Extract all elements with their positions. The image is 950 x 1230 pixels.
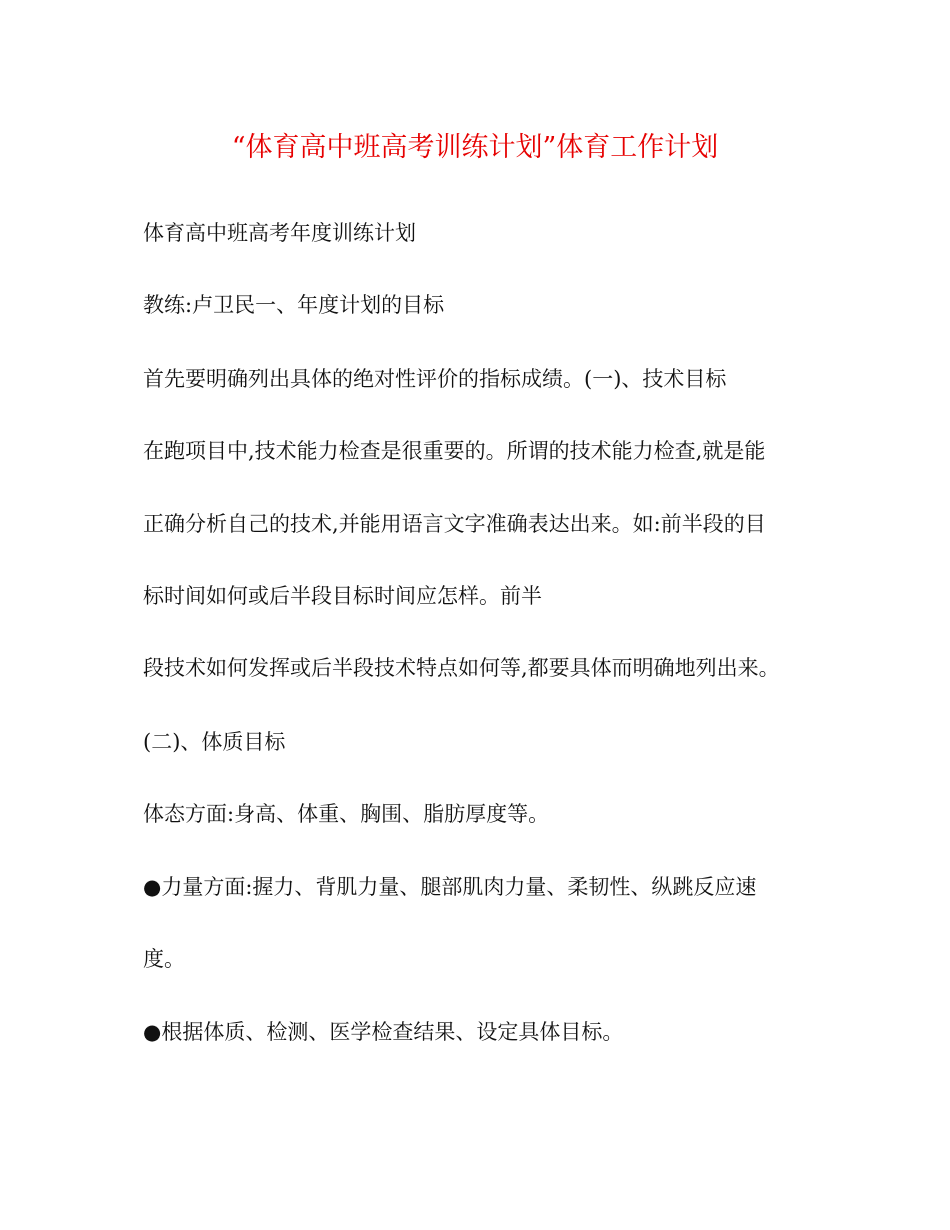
document-title: “体育高中班高考训练计划”体育工作计划 (231, 132, 719, 163)
paragraph-line-7: 段技术如何发挥或后半段技术特点如何等,都要具体而明确地列出来。 (143, 656, 780, 680)
paragraph-line-3: 首先要明确列出具体的绝对性评价的指标成绩。(一)、技术目标 (143, 367, 727, 391)
paragraph-line-1: 体育高中班高考年度训练计划 (143, 221, 416, 245)
paragraph-line-2: 教练:卢卫民一、年度计划的目标 (143, 293, 445, 317)
paragraph-line-6: 标时间如何或后半段目标时间应怎样。前半 (143, 584, 542, 608)
paragraph-line-8: (二)、体质目标 (143, 730, 286, 754)
paragraph-line-9: 体态方面:身高、体重、胸围、脂肪厚度等。 (143, 802, 550, 826)
paragraph-line-12: ●根据体质、检测、医学检查结果、设定具体目标。 (143, 1020, 624, 1044)
paragraph-line-4: 在跑项目中,技术能力检查是很重要的。所谓的技术能力检查,就是能 (143, 439, 766, 463)
paragraph-line-11: 度。 (143, 947, 185, 971)
paragraph-line-10: ●力量方面:握力、背肌力量、腿部肌肉力量、柔韧性、纵跳反应速 (143, 875, 757, 899)
paragraph-line-5: 正确分析自己的技术,并能用语言文字准确表达出来。如:前半段的目 (143, 512, 766, 536)
